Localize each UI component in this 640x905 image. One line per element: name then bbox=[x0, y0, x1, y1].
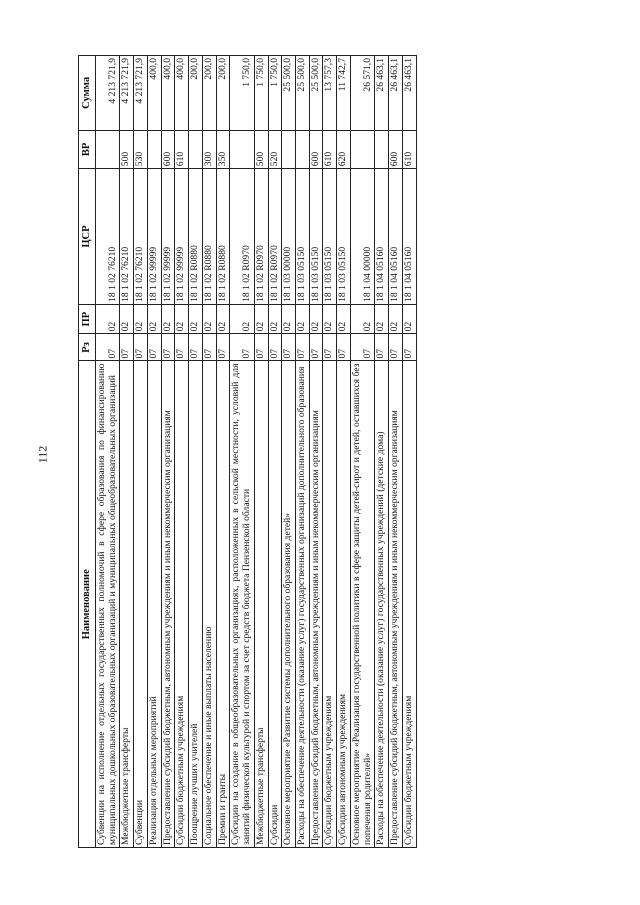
cell-sum: 200,0 bbox=[202, 56, 216, 131]
cell-pr: 02 bbox=[254, 304, 268, 333]
cell-rz: 07 bbox=[230, 334, 254, 361]
budget-table-container bbox=[78, 55, 640, 845]
cell-csr: 18 1 02 R0880 bbox=[202, 169, 216, 305]
table-row bbox=[402, 56, 416, 848]
cell-vr: 600 bbox=[389, 130, 403, 168]
budget-table bbox=[78, 55, 417, 848]
page-number: 112 bbox=[35, 445, 50, 464]
cell-rz: 07 bbox=[120, 334, 134, 361]
cell-name: Межбюджетные трансферты bbox=[120, 361, 134, 848]
cell-pr: 02 bbox=[230, 304, 254, 333]
cell-vr: 610 bbox=[323, 130, 337, 168]
table-row bbox=[254, 56, 268, 848]
cell-name: Социальное обеспечение и иные выплаты населению bbox=[202, 361, 216, 848]
cell-csr: 18 1 02 R0970 bbox=[254, 169, 268, 305]
table-row bbox=[202, 56, 216, 848]
cell-csr: 18 1 02 76210 bbox=[120, 169, 134, 305]
cell-name: Субсидии на создание в общеобразовательных организациях, расположенных в сельской местности, условий для занятий физической культурой и спортом за счет средств бюджета Пензенской области bbox=[230, 361, 254, 848]
cell-name: Расходы на обеспечение деятельности (оказание услуг) государственных организаций дополнительного образования bbox=[296, 361, 310, 848]
cell-vr bbox=[189, 130, 203, 168]
cell-csr: 18 1 02 R0880 bbox=[216, 169, 230, 305]
table-row bbox=[282, 56, 296, 848]
cell-name: Субсидии bbox=[268, 361, 282, 848]
header-vr: ВР bbox=[79, 130, 96, 168]
cell-name: Субвенции на исполнение отдельных государственных полномочий в сфере образования по финансированию муниципальных дошкольных образовательных организаций и муниципальных общеобразовательных организаций bbox=[96, 361, 120, 848]
cell-csr: 18 1 02 99999 bbox=[161, 169, 175, 305]
cell-vr: 530 bbox=[134, 130, 148, 168]
cell-name: Реализация отдельных мероприятий bbox=[147, 361, 161, 848]
cell-pr: 02 bbox=[120, 304, 134, 333]
cell-sum: 400,0 bbox=[147, 56, 161, 131]
cell-vr bbox=[350, 130, 374, 168]
cell-vr: 520 bbox=[268, 130, 282, 168]
cell-pr: 02 bbox=[147, 304, 161, 333]
cell-pr: 02 bbox=[350, 304, 374, 333]
cell-rz: 07 bbox=[161, 334, 175, 361]
cell-vr: 500 bbox=[120, 130, 134, 168]
cell-name: Основное мероприятие «Реализация государственной политики в сфере защиты детей-сирот и детей, оставшихся без попечения родителей» bbox=[350, 361, 374, 848]
table-row bbox=[323, 56, 337, 848]
cell-csr: 18 1 02 99999 bbox=[147, 169, 161, 305]
cell-rz: 07 bbox=[96, 334, 120, 361]
cell-sum: 400,0 bbox=[161, 56, 175, 131]
cell-sum: 200,0 bbox=[189, 56, 203, 131]
cell-vr: 600 bbox=[309, 130, 323, 168]
table-row bbox=[134, 56, 148, 848]
cell-pr: 02 bbox=[375, 304, 389, 333]
table-row bbox=[337, 56, 351, 848]
cell-sum: 26 571,0 bbox=[350, 56, 374, 131]
cell-rz: 07 bbox=[202, 334, 216, 361]
cell-csr: 18 1 02 76210 bbox=[96, 169, 120, 305]
header-rz: Рз bbox=[79, 334, 96, 361]
cell-pr: 02 bbox=[161, 304, 175, 333]
cell-sum: 4 213 721,9 bbox=[96, 56, 120, 131]
table-row bbox=[389, 56, 403, 848]
cell-sum: 25 500,0 bbox=[309, 56, 323, 131]
cell-rz: 07 bbox=[402, 334, 416, 361]
header-sum: Сумма bbox=[79, 56, 96, 131]
cell-sum: 11 742,7 bbox=[337, 56, 351, 131]
cell-name: Поощрение лучших учителей bbox=[189, 361, 203, 848]
cell-pr: 02 bbox=[189, 304, 203, 333]
cell-rz: 07 bbox=[189, 334, 203, 361]
cell-sum: 26 463,1 bbox=[402, 56, 416, 131]
cell-csr: 18 1 03 05150 bbox=[337, 169, 351, 305]
header-csr: ЦСР bbox=[79, 169, 96, 305]
cell-vr: 620 bbox=[337, 130, 351, 168]
cell-csr: 18 1 03 05150 bbox=[323, 169, 337, 305]
cell-name: Субсидии бюджетным учреждениям bbox=[323, 361, 337, 848]
cell-csr: 18 1 02 R0970 bbox=[230, 169, 254, 305]
cell-rz: 07 bbox=[175, 334, 189, 361]
cell-rz: 07 bbox=[337, 334, 351, 361]
cell-vr bbox=[282, 130, 296, 168]
cell-pr: 02 bbox=[389, 304, 403, 333]
cell-rz: 07 bbox=[216, 334, 230, 361]
cell-pr: 02 bbox=[202, 304, 216, 333]
table-row bbox=[309, 56, 323, 848]
cell-sum: 1 750,0 bbox=[230, 56, 254, 131]
cell-name: Премии и гранты bbox=[216, 361, 230, 848]
cell-vr: 300 bbox=[202, 130, 216, 168]
cell-rz: 07 bbox=[282, 334, 296, 361]
cell-name: Субсидии бюджетным учреждениям bbox=[175, 361, 189, 848]
cell-pr: 02 bbox=[216, 304, 230, 333]
cell-rz: 07 bbox=[147, 334, 161, 361]
cell-sum: 26 463,1 bbox=[375, 56, 389, 131]
cell-name: Основное мероприятие «Развитие системы дополнительного образования детей» bbox=[282, 361, 296, 848]
cell-name: Межбюджетные трансферты bbox=[254, 361, 268, 848]
table-row bbox=[230, 56, 254, 848]
cell-csr: 18 1 03 00000 bbox=[282, 169, 296, 305]
cell-name: Предоставление субсидий бюджетным, автономным учреждениям и иным некоммерческим организациям bbox=[161, 361, 175, 848]
header-pr: ПР bbox=[79, 304, 96, 333]
cell-name: Субвенции bbox=[134, 361, 148, 848]
cell-csr: 18 1 02 99999 bbox=[175, 169, 189, 305]
cell-rz: 07 bbox=[134, 334, 148, 361]
cell-vr bbox=[96, 130, 120, 168]
cell-vr: 610 bbox=[175, 130, 189, 168]
cell-sum: 1 750,0 bbox=[254, 56, 268, 131]
cell-pr: 02 bbox=[337, 304, 351, 333]
cell-vr bbox=[296, 130, 310, 168]
table-row bbox=[375, 56, 389, 848]
cell-csr: 18 1 02 R0970 bbox=[268, 169, 282, 305]
table-row bbox=[147, 56, 161, 848]
cell-pr: 02 bbox=[282, 304, 296, 333]
cell-sum: 25 500,0 bbox=[282, 56, 296, 131]
cell-rz: 07 bbox=[309, 334, 323, 361]
cell-pr: 02 bbox=[402, 304, 416, 333]
table-row bbox=[296, 56, 310, 848]
cell-name: Предоставление субсидий бюджетным, автономным учреждениям и иным некоммерческим организациям bbox=[309, 361, 323, 848]
cell-csr: 18 1 04 05160 bbox=[375, 169, 389, 305]
cell-rz: 07 bbox=[350, 334, 374, 361]
cell-rz: 07 bbox=[375, 334, 389, 361]
header-name: Наименование bbox=[79, 361, 96, 848]
table-row bbox=[189, 56, 203, 848]
cell-vr bbox=[147, 130, 161, 168]
cell-pr: 02 bbox=[296, 304, 310, 333]
cell-rz: 07 bbox=[268, 334, 282, 361]
cell-rz: 07 bbox=[323, 334, 337, 361]
table-row bbox=[268, 56, 282, 848]
budget-table-rotated bbox=[78, 55, 583, 848]
table-row bbox=[175, 56, 189, 848]
cell-sum: 400,0 bbox=[175, 56, 189, 131]
table-row bbox=[161, 56, 175, 848]
cell-csr: 18 1 04 05160 bbox=[402, 169, 416, 305]
cell-rz: 07 bbox=[254, 334, 268, 361]
cell-vr: 500 bbox=[254, 130, 268, 168]
cell-sum: 200,0 bbox=[216, 56, 230, 131]
cell-pr: 02 bbox=[175, 304, 189, 333]
cell-csr: 18 1 03 05150 bbox=[296, 169, 310, 305]
table-header-row bbox=[79, 56, 96, 848]
cell-rz: 07 bbox=[389, 334, 403, 361]
cell-csr: 18 1 04 05160 bbox=[389, 169, 403, 305]
cell-csr: 18 1 02 R0880 bbox=[189, 169, 203, 305]
table-row bbox=[120, 56, 134, 848]
cell-pr: 02 bbox=[309, 304, 323, 333]
cell-vr bbox=[375, 130, 389, 168]
table-row bbox=[350, 56, 374, 848]
cell-pr: 02 bbox=[323, 304, 337, 333]
cell-sum: 4 213 721,9 bbox=[134, 56, 148, 131]
cell-vr bbox=[230, 130, 254, 168]
cell-sum: 25 500,0 bbox=[296, 56, 310, 131]
cell-name: Предоставление субсидий бюджетным, автономным учреждениям и иным некоммерческим организациям bbox=[389, 361, 403, 848]
cell-vr: 350 bbox=[216, 130, 230, 168]
cell-sum: 26 463,1 bbox=[389, 56, 403, 131]
cell-vr: 600 bbox=[161, 130, 175, 168]
table-row bbox=[96, 56, 120, 848]
cell-rz: 07 bbox=[296, 334, 310, 361]
cell-name: Субсидии бюджетным учреждениям bbox=[402, 361, 416, 848]
cell-vr: 610 bbox=[402, 130, 416, 168]
cell-csr: 18 1 04 00000 bbox=[350, 169, 374, 305]
cell-sum: 1 750,0 bbox=[268, 56, 282, 131]
cell-sum: 4 213 721,9 bbox=[120, 56, 134, 131]
cell-name: Субсидии автономным учреждениям bbox=[337, 361, 351, 848]
cell-pr: 02 bbox=[268, 304, 282, 333]
cell-name: Расходы на обеспечение деятельности (оказание услуг) государственных учреждений (детские дома) bbox=[375, 361, 389, 848]
cell-csr: 18 1 02 76210 bbox=[134, 169, 148, 305]
cell-csr: 18 1 03 05150 bbox=[309, 169, 323, 305]
table-row bbox=[216, 56, 230, 848]
cell-sum: 13 757,3 bbox=[323, 56, 337, 131]
cell-pr: 02 bbox=[96, 304, 120, 333]
cell-pr: 02 bbox=[134, 304, 148, 333]
